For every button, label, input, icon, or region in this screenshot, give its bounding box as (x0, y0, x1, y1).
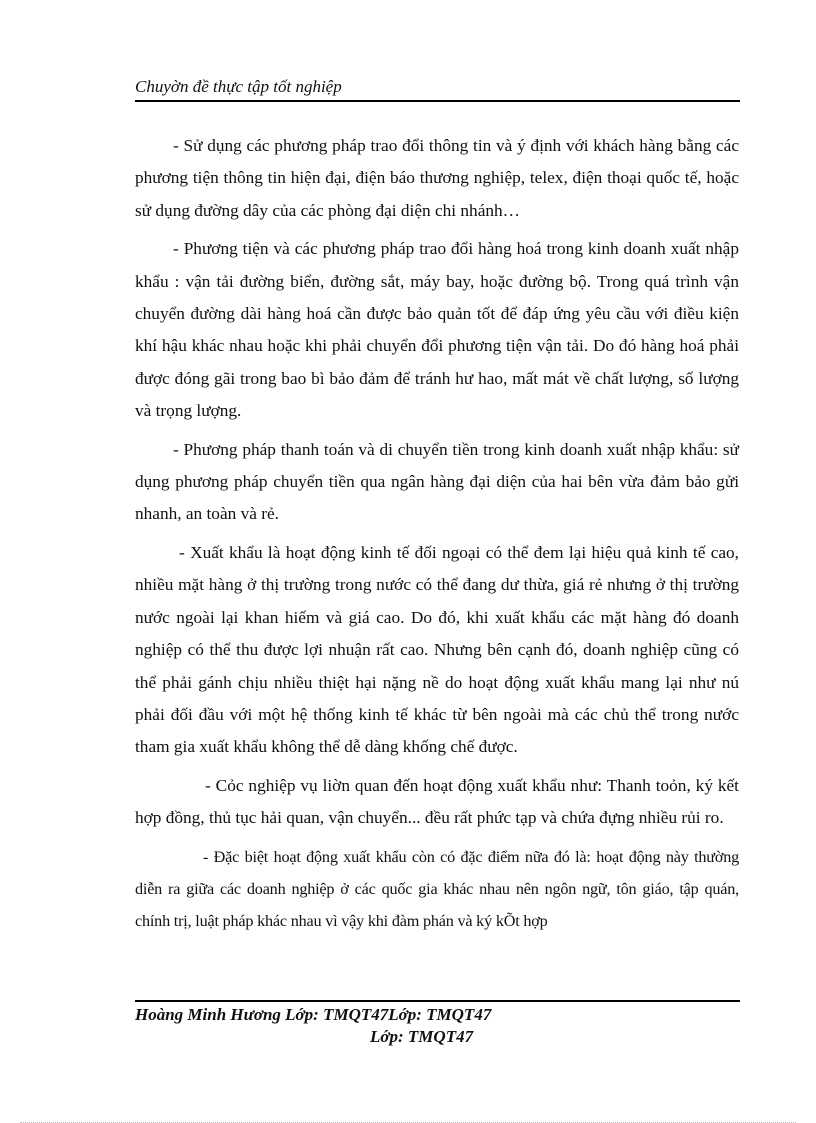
paragraph-export-operations: - Cỏc nghiệp vụ liờn quan đến hoạt động xuất khẩu như: Thanh toỏn, ký kết hợp đồng, thủ tục hải quan, vận chuyển... đều rất phức tạp và chứa đựng nhiều rủi ro. (135, 775, 739, 828)
paragraph-export-characteristics: - Đặc biệt hoạt động xuất khẩu còn có đặc điểm nữa đó là: hoạt động này thường diễn ra giữa các doanh nghiệp ở các quốc gia khác nhau nên ngôn ngữ, tôn giáo, tập quán, chính trị, luật pháp khác nhau vì vậy khi đàm phán và ký kÕt hợp (135, 847, 739, 931)
footer-divider (135, 1000, 740, 1002)
paragraph-transport-methods: - Phương tiện và các phương pháp trao đổi hàng hoá trong kinh doanh xuất nhập khẩu : vận tải đường biển, đường sắt, máy bay, hoặc đường bộ. Trong quá trình vận chuyển đường dài hàng hoá cần được bảo quản tốt để đáp ứng yêu cầu với điều kiện khí hậu khác nhau hoặc khi phải chuyển đổi phương tiện vận tải. Do đó hàng hoá phải được đóng gãi trong bao bì bảo đảm để tránh hư hao, mất mát về chất lượng, số lượng và trọng lượng. (135, 239, 739, 421)
paragraph-payment-methods: - Phương pháp thanh toán và di chuyển tiền trong kinh doanh xuất nhập khẩu: sử dụng phương pháp chuyển tiền qua ngân hàng đại diện của hai bên vừa đảm bảo gửi nhanh, an toàn và rẻ. (135, 439, 739, 524)
document-body (135, 130, 739, 944)
footer-class: Lớp: TMQT47 (370, 1027, 474, 1046)
paragraph-communication-methods: - Sử dụng các phương pháp trao đổi thông tin và ý định với khách hàng bằng các phương tiện thông tin hiện đại, điện báo thương nghiệp, telex, điện thoại quốc tế, hoặc sử dụng đường dây của các phòng đại diện chi nhánh… (135, 136, 739, 220)
paragraph-export-economics: - Xuất khẩu là hoạt động kinh tế đối ngoại có thể đem lại hiệu quả kinh tế cao, nhiều mặt hàng ở thị trường trong nước có thể đang dư thừa, giá rẻ nhưng ở thị trường nước ngoài lại khan hiếm và giá cao. Do đó, khi xuất khẩu các mặt hàng đó doanh nghiệp có thể thu được lợi nhuận rất cao. Nhưng bên cạnh đó, doanh nghiệp cũng có thể phải gánh chịu nhiều thiệt hại nặng nề do hoạt động xuất khẩu mang lại như nú phải đối đầu với một hệ thống kinh tế khác từ bên ngoài mà các chủ thể trong nước tham gia xuất khẩu không thể dễ dàng khống chế được. (135, 542, 739, 757)
page-footer (135, 1004, 740, 1048)
footer-author-class: Hoàng Minh Hương Lớp: TMQT47Lớp: TMQT47 (135, 1005, 492, 1024)
page-header-title: Chuyờn đề thực tập tốt nghiệp (135, 76, 740, 102)
